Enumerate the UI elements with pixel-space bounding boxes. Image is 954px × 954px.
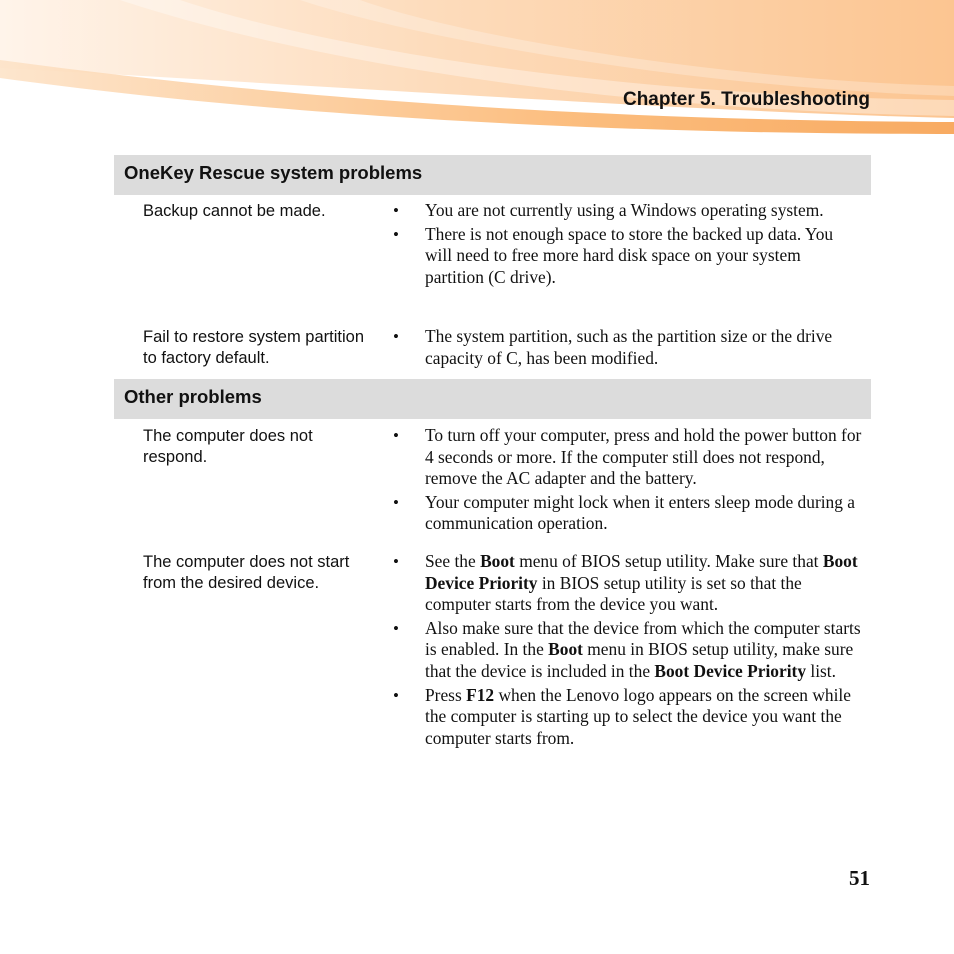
chapter-title: Chapter 5. Troubleshooting [622, 89, 870, 110]
solution-item [392, 618, 862, 683]
solution-item: • To turn off your computer, press and hold the power button for 4 seconds or more. If the computer still does not respond, remove the AC adapter and the battery. [393, 425, 862, 489]
problem-label: The computer does not respond. [143, 427, 313, 466]
problem-label: Backup cannot be made. [143, 202, 326, 220]
solution-item [392, 551, 862, 616]
section-heading-onekey: OneKey Rescue system problems [114, 155, 871, 195]
solution-list [392, 326, 862, 371]
solution-list [392, 551, 862, 751]
problem-label: The computer does not start from the desired device. [143, 553, 350, 592]
solution-item: • Your computer might lock when it enters sleep mode during a communication operation. [393, 491, 856, 534]
bullet-icon: • [393, 426, 399, 445]
bullet-icon: • [393, 492, 399, 512]
solution-item [392, 685, 862, 750]
bullet-icon: • [393, 618, 399, 638]
section-heading-other: Other problems [114, 379, 871, 419]
bullet-icon: • [393, 685, 399, 705]
bullet-icon: • [393, 552, 399, 571]
header-banner [0, 0, 954, 140]
solution-item: • The system partition, such as the partition size or the drive capacity of C, has been modified. [393, 326, 833, 368]
rich-text: Press F12 when the Lenovo logo appears on the screen while the computer is starting up to select the device you want the computer starts from. [425, 684, 851, 748]
rich-text: See the Boot menu of BIOS setup utility. Make sure that Boot Device Priority in BIOS setup utility is set so that the computer starts from the device you want. [425, 551, 858, 615]
bullet-icon: • [393, 327, 399, 346]
bullet-icon: • [393, 224, 399, 244]
solution-item: • There is not enough space to store the backed up data. You will need to free more hard disk space on your system partition (C drive). [393, 223, 834, 287]
solution-item: • You are not currently using a Windows operating system. [393, 200, 824, 220]
solution-list [392, 425, 862, 537]
page-number: 51 [849, 866, 870, 890]
problem-label: Fail to restore system partition to factory default. [143, 328, 364, 367]
solution-list [392, 200, 862, 290]
rich-text: Also make sure that the device from which the computer starts is enabled. In the Boot menu in BIOS setup utility, make sure that the device is included in the Boot Device Priority list. [425, 617, 861, 681]
bullet-icon: • [393, 201, 399, 220]
